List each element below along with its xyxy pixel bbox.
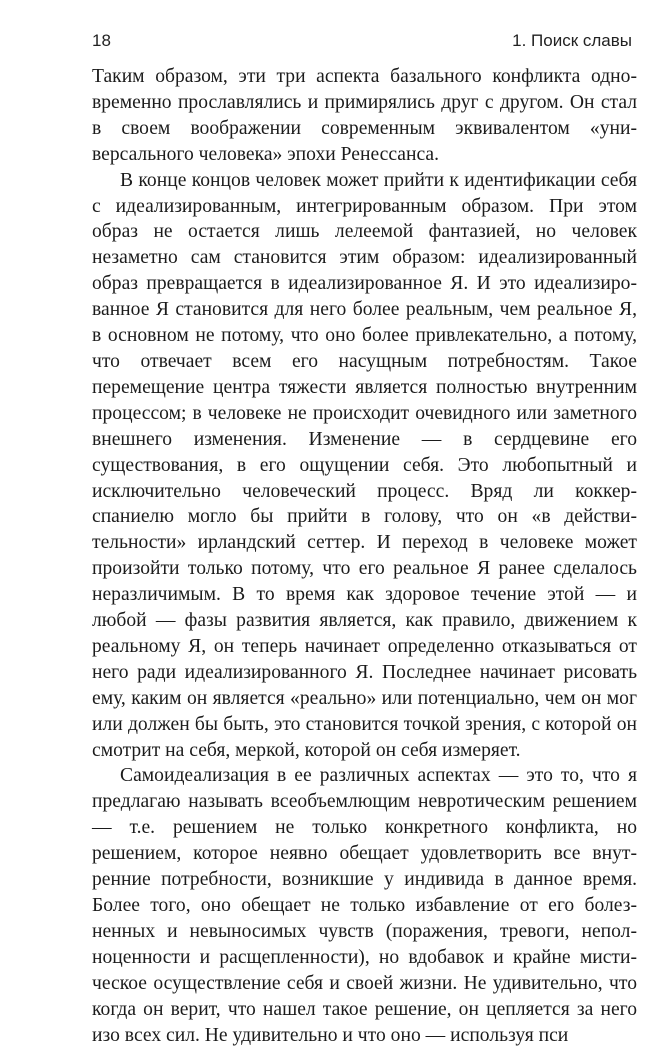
running-header [88,31,642,55]
body-text [92,64,637,1048]
paragraph-3: Самоидеализация в ее различных аспектах — это то, что я предлагаю называть всеобъемлющим невротическим решением — т.е. решением не только конкретного конфликта, но решением, которое неявно обещает удовлетворить все внутренние потребности, возникшие у индивида в данное время. Более того, оно обещает не только избавление от его болезненных и невыносимых чувств (поражения, тревоги, неполноценности и расщепленности), но вдобавок и крайне мистическое осуществление себя и своей жизни. Не удивительно, что когда он верит, что нашел такое решение, он цепляется за него изо всех сил. Не удивительно и что оно — используя пси [92,765,637,1046]
paragraph-2: В конце концов человек может прийти к идентификации себя с идеализированным, интегрированным образом. При этом образ не остается лишь лелеемой фантазией, но человек незаметно сам становится этим образом: идеализированный образ превращается в идеализированное Я. И это идеализированное Я становится для него более реальным, чем реальное Я, в основном не потому, что оно более привлекательно, а потому, что отвечает всем его насущным потребностям. Такое перемещение центра тяжести является полностью внутренним процессом; в человеке не происходит очевидного или заметного внешнего изменения. Изменение — в сердцевине его существования, в его ощущении себя. Это любопытный и исключительно человеческий процесс. Вряд ли коккер-спаниелю могло бы прийти в голову, что он «в действительности» ирландский сеттер. И переход в человеке может произойти только потому, что его реальное Я ранее сделалось неразличимым. В то время как здоровое течение этой — и любой — фазы развития является, как правило, движением к реальному Я, он теперь начинает определенно отказываться от него ради идеализированного Я. Последнее начинает рисовать ему, каким он является «реально» или потенциально, чем он мог или должен бы быть, это становится точкой зрения, с которой он смотрит на себя, меркой, которой он себя измеряет. [92,169,637,761]
chapter-title: 1. Поиск славы [512,31,632,50]
page-number: 18 [92,31,111,50]
paragraph-1: Таким образом, эти три аспекта базального конфликта одновременно прославлялись и примирялись друг с другом. Он стал в своем воображении современным эквивалентом «универсального человека» эпохи Ренессанса. [92,66,637,165]
